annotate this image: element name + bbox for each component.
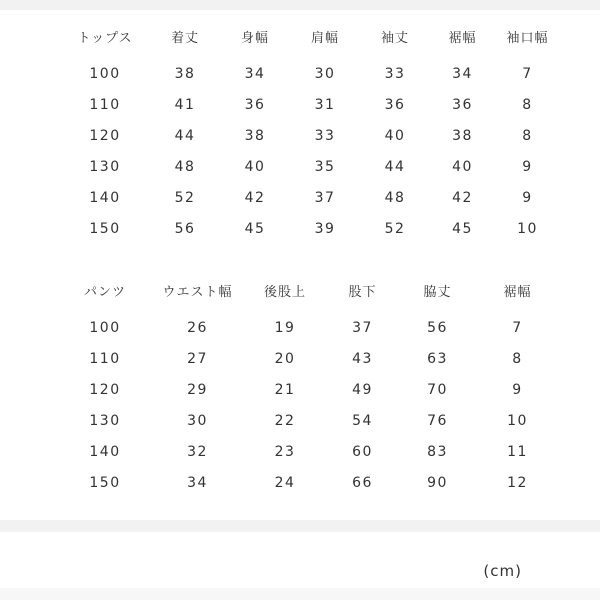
table-row bbox=[60, 343, 560, 374]
pants-cell: 12 bbox=[507, 474, 528, 491]
tops-header-cell: 身幅 bbox=[240, 30, 269, 46]
pants-cell: 24 bbox=[274, 474, 296, 491]
tops-header-cell: トップス bbox=[77, 30, 133, 46]
top-band bbox=[0, 0, 600, 10]
tops-cell: 120 bbox=[89, 127, 121, 144]
tops-cell: 100 bbox=[89, 65, 121, 82]
tops-cell: 30 bbox=[314, 65, 336, 82]
pants-header-cell: 脇丈 bbox=[423, 284, 452, 300]
pants-cell: 27 bbox=[187, 350, 208, 367]
pants-cell: 23 bbox=[274, 443, 296, 460]
table-row bbox=[60, 213, 560, 244]
tops-cell: 7 bbox=[522, 65, 533, 82]
tops-cell: 36 bbox=[244, 96, 266, 113]
pants-cell: 110 bbox=[89, 350, 121, 367]
tops-header-cell: 肩幅 bbox=[310, 30, 339, 46]
table-row bbox=[60, 58, 560, 89]
tops-cell: 40 bbox=[384, 127, 406, 144]
tops-cell: 44 bbox=[384, 158, 406, 175]
tops-cell: 40 bbox=[244, 158, 266, 175]
tops-cell: 39 bbox=[314, 220, 336, 237]
table-row bbox=[60, 436, 560, 467]
tops-cell: 31 bbox=[314, 96, 336, 113]
tops-cell: 110 bbox=[89, 96, 121, 113]
table-row bbox=[60, 312, 560, 343]
pants-header-row bbox=[60, 268, 560, 312]
pants-cell: 37 bbox=[352, 319, 373, 336]
tops-cell: 56 bbox=[174, 220, 196, 237]
pants-cell: 34 bbox=[187, 474, 208, 491]
tops-cell: 41 bbox=[174, 96, 196, 113]
pants-table-body bbox=[60, 312, 560, 498]
bottom-band-secondary bbox=[0, 588, 600, 600]
unit-note: (cm) bbox=[483, 562, 522, 580]
tops-cell: 48 bbox=[384, 189, 406, 206]
tops-cell: 42 bbox=[244, 189, 266, 206]
tops-header-row bbox=[60, 14, 560, 58]
tops-cell: 52 bbox=[384, 220, 406, 237]
tops-cell: 9 bbox=[522, 158, 533, 175]
table-row bbox=[60, 374, 560, 405]
pants-cell: 76 bbox=[427, 412, 448, 429]
pants-cell: 60 bbox=[352, 443, 373, 460]
pants-cell: 130 bbox=[89, 412, 121, 429]
pants-header-cell: ウエスト幅 bbox=[162, 284, 233, 300]
pants-cell: 63 bbox=[427, 350, 448, 367]
pants-cell: 22 bbox=[274, 412, 296, 429]
tops-cell: 45 bbox=[452, 220, 473, 237]
table-row bbox=[60, 405, 560, 436]
pants-cell: 100 bbox=[89, 319, 121, 336]
pants-cell: 120 bbox=[89, 381, 121, 398]
tops-header-cell: 袖丈 bbox=[380, 30, 409, 46]
tops-cell: 40 bbox=[452, 158, 473, 175]
tops-cell: 36 bbox=[452, 96, 473, 113]
pants-header-cell: 股下 bbox=[348, 284, 377, 300]
pants-cell: 43 bbox=[352, 350, 373, 367]
pants-cell: 140 bbox=[89, 443, 121, 460]
pants-size-table-wrapper bbox=[60, 268, 560, 498]
pants-cell: 20 bbox=[274, 350, 296, 367]
table-row bbox=[60, 151, 560, 182]
tops-cell: 34 bbox=[452, 65, 473, 82]
tops-size-table bbox=[60, 14, 560, 244]
bottom-band bbox=[0, 520, 600, 532]
pants-cell: 66 bbox=[352, 474, 373, 491]
pants-header-cell: 後股上 bbox=[263, 284, 306, 300]
tops-cell: 33 bbox=[314, 127, 336, 144]
tops-cell: 45 bbox=[244, 220, 266, 237]
pants-cell: 56 bbox=[427, 319, 448, 336]
pants-cell: 21 bbox=[274, 381, 296, 398]
tops-size-table-wrapper bbox=[60, 14, 560, 244]
pants-cell: 9 bbox=[512, 381, 523, 398]
pants-cell: 49 bbox=[352, 381, 373, 398]
tops-cell: 35 bbox=[314, 158, 336, 175]
tops-cell: 37 bbox=[314, 189, 336, 206]
pants-cell: 90 bbox=[427, 474, 448, 491]
tops-cell: 130 bbox=[89, 158, 121, 175]
pants-cell: 150 bbox=[89, 474, 121, 491]
pants-table-head bbox=[60, 268, 560, 312]
tops-cell: 8 bbox=[522, 96, 533, 113]
tops-cell: 150 bbox=[89, 220, 121, 237]
tops-cell: 38 bbox=[452, 127, 473, 144]
table-row bbox=[60, 182, 560, 213]
pants-cell: 32 bbox=[187, 443, 208, 460]
pants-cell: 11 bbox=[507, 443, 528, 460]
tops-cell: 10 bbox=[517, 220, 538, 237]
tops-cell: 52 bbox=[174, 189, 196, 206]
tops-cell: 34 bbox=[244, 65, 266, 82]
tops-cell: 38 bbox=[174, 65, 196, 82]
pants-size-table bbox=[60, 268, 560, 498]
pants-cell: 10 bbox=[507, 412, 528, 429]
tops-table-head bbox=[60, 14, 560, 58]
table-row bbox=[60, 467, 560, 498]
pants-cell: 54 bbox=[352, 412, 373, 429]
tops-cell: 48 bbox=[174, 158, 196, 175]
pants-cell: 30 bbox=[187, 412, 208, 429]
tops-table-body bbox=[60, 58, 560, 244]
tops-cell: 8 bbox=[522, 127, 533, 144]
tops-cell: 140 bbox=[89, 189, 121, 206]
pants-cell: 8 bbox=[512, 350, 523, 367]
pants-cell: 7 bbox=[512, 319, 523, 336]
tops-header-cell: 着丈 bbox=[170, 30, 199, 46]
table-row bbox=[60, 120, 560, 151]
pants-cell: 19 bbox=[274, 319, 296, 336]
tops-header-cell: 裾幅 bbox=[448, 30, 477, 46]
pants-cell: 26 bbox=[187, 319, 208, 336]
tops-cell: 33 bbox=[384, 65, 406, 82]
pants-header-cell: 裾幅 bbox=[503, 284, 532, 300]
pants-cell: 83 bbox=[427, 443, 448, 460]
tops-header-cell: 袖口幅 bbox=[506, 30, 549, 46]
tops-cell: 44 bbox=[174, 127, 196, 144]
pants-cell: 29 bbox=[187, 381, 208, 398]
table-row bbox=[60, 89, 560, 120]
tops-cell: 42 bbox=[452, 189, 473, 206]
pants-header-cell: パンツ bbox=[83, 284, 126, 300]
pants-cell: 70 bbox=[427, 381, 448, 398]
tops-cell: 9 bbox=[522, 189, 533, 206]
tops-cell: 36 bbox=[384, 96, 406, 113]
tops-cell: 38 bbox=[244, 127, 266, 144]
